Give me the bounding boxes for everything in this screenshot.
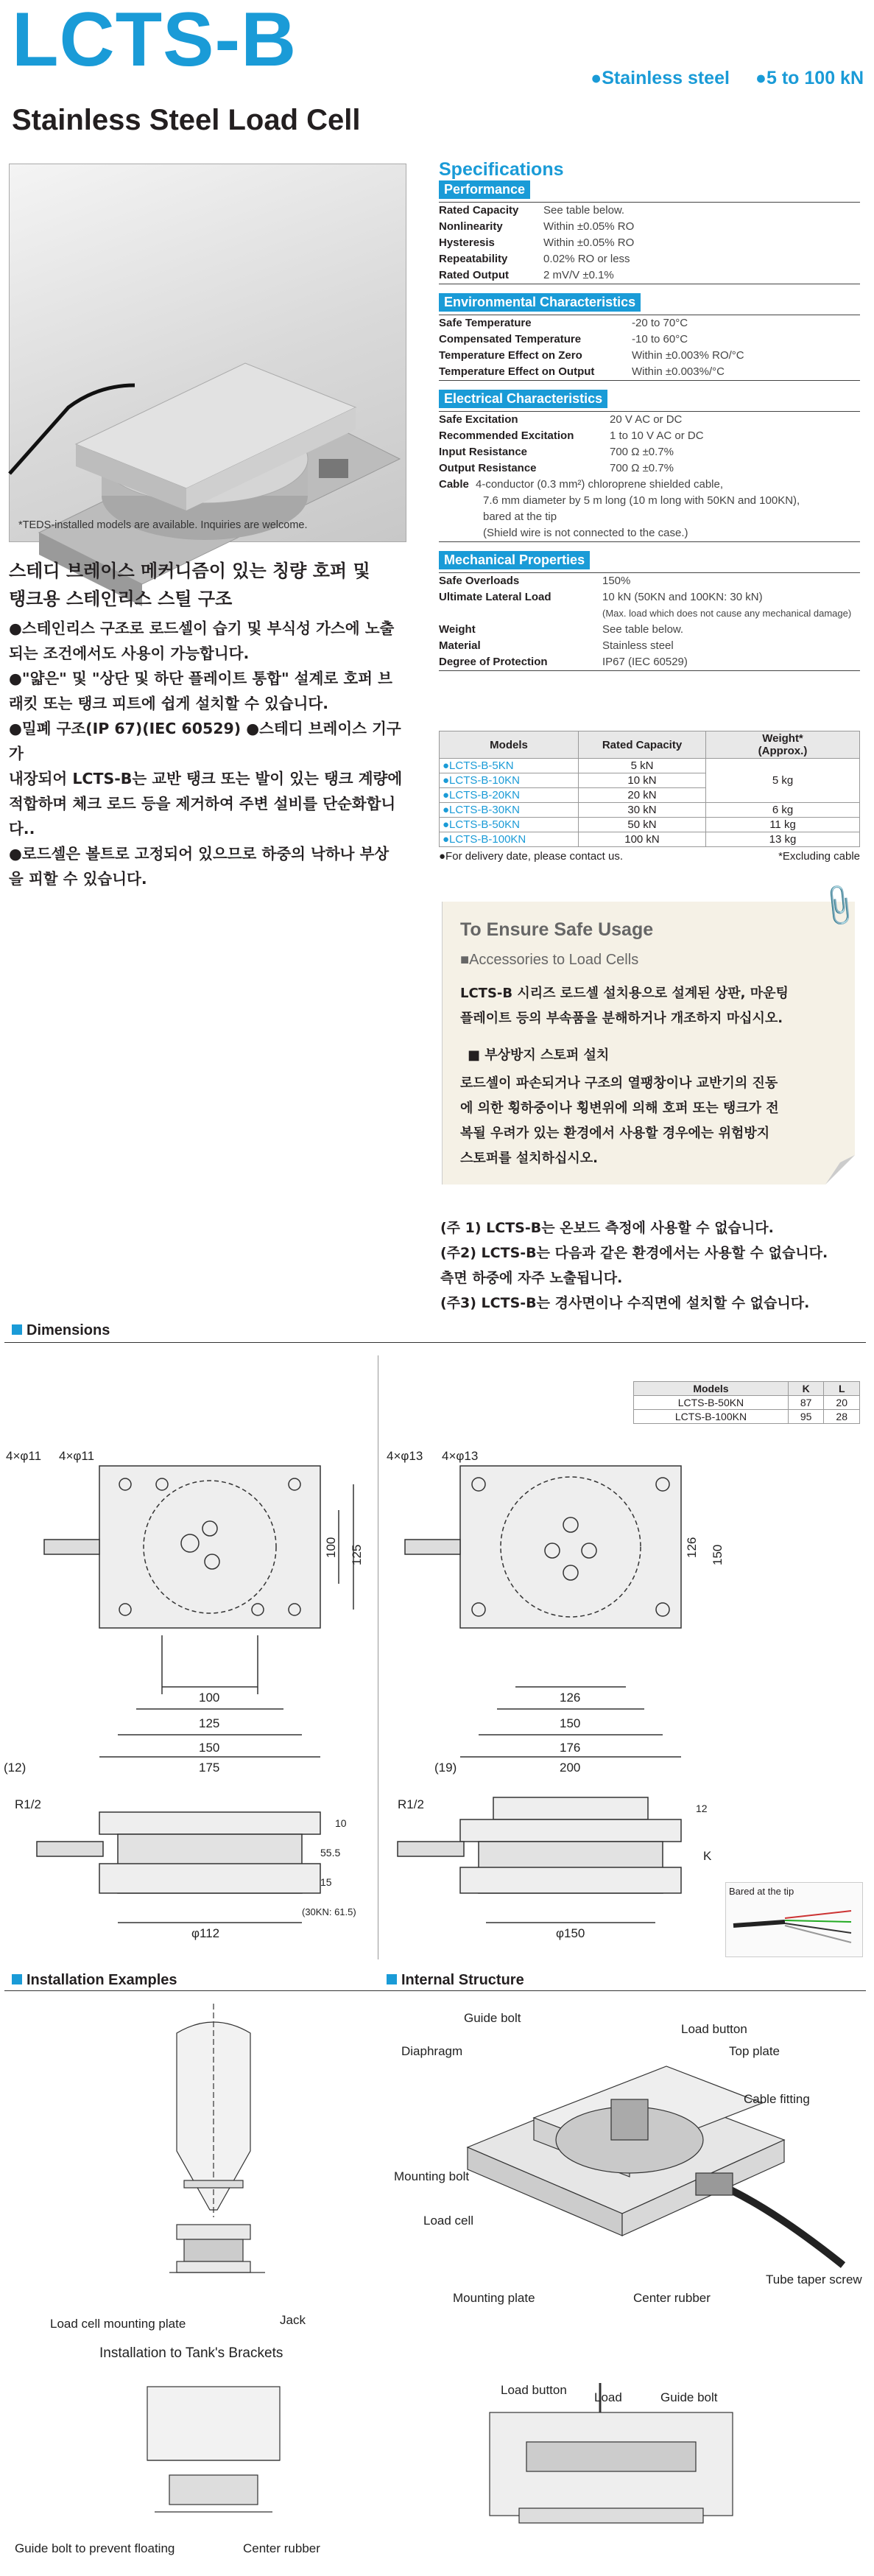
spec-value: Within ±0.003% RO/°C [632, 349, 744, 362]
cable-line: 7.6 mm diameter by 5 m long (10 m long with 50KN and 100KN), [483, 494, 800, 507]
kl-table [633, 1381, 860, 1424]
spec-key: Safe Excitation [439, 413, 518, 426]
dim-label: (30KN: 61.5) [302, 1906, 356, 1917]
table-row [440, 759, 860, 773]
accessories-heading: ■Accessories to Load Cells [460, 952, 639, 968]
part-label: Load button [681, 2022, 747, 2036]
dim-label: 150 [560, 1716, 581, 1730]
dim-label: 125 [350, 1544, 364, 1565]
dim-label: K [703, 1849, 712, 1863]
performance-table [439, 202, 860, 284]
note-2-detail: 측면 하중에 자주 노출됩니다. [440, 1270, 623, 1286]
dim-label: 100 [199, 1691, 220, 1705]
spec-row [439, 573, 860, 589]
dim-label: φ150 [556, 1926, 585, 1940]
korean-description [9, 557, 412, 891]
kr-line: 되는 조건에서도 사용이 가능합니다. [9, 645, 250, 662]
dim-label: 10 [335, 1817, 347, 1829]
part-label: Guide bolt [464, 2011, 521, 2025]
cell-capacity: 20 kN [579, 788, 706, 803]
spec-row [439, 638, 860, 654]
cell-capacity: 5 kN [579, 759, 706, 773]
spec-key: Nonlinearity [439, 220, 503, 233]
th-weight-sub: (Approx.) [758, 745, 808, 757]
part-label: Load [594, 2390, 622, 2404]
spec-value: Within ±0.003%/°C [632, 365, 725, 378]
kr-line: 래킷 또는 탱크 피트에 쉽게 설치할 수 있습니다. [9, 695, 329, 712]
stopper-text [460, 1071, 779, 1171]
note-2: (주2) LCTS-B는 다음과 같은 환경에서는 사용할 수 없습니다. [440, 1245, 828, 1261]
mechanical-heading: Mechanical Properties [439, 551, 590, 569]
cell-weight: 5 kg [706, 759, 860, 803]
spec-row [439, 622, 860, 638]
cell-capacity: 10 kN [579, 773, 706, 788]
spec-value: 700 Ω ±0.7% [610, 446, 674, 458]
part-label: Cable fitting [744, 2092, 810, 2106]
part-label: Top plate [729, 2044, 780, 2058]
spec-row [439, 235, 860, 251]
spec-key: Temperature Effect on Zero [439, 349, 582, 362]
install-rule [4, 1990, 866, 1991]
spec-key: Rated Output [439, 269, 509, 281]
spec-key: Repeatability [439, 253, 508, 265]
spec-key: Degree of Protection [439, 656, 548, 668]
teds-note: *TEDS-installed models are available. Inquiries are welcome. [18, 519, 308, 531]
dim-label: 175 [199, 1761, 220, 1775]
internal-heading: Internal Structure [387, 1972, 524, 1989]
spec-key: Input Resistance [439, 446, 528, 458]
safe-usage-title: To Ensure Safe Usage [460, 919, 654, 940]
cell-capacity: 50 kN [579, 818, 706, 832]
spec-value: (Max. load which does not cause any mechanical damage) [602, 608, 852, 619]
spec-value: 700 Ω ±0.7% [610, 462, 674, 474]
spec-row [439, 606, 860, 622]
cable-line: (Shield wire is not connected to the case.) [483, 527, 688, 539]
installation-heading: Installation Examples [12, 1972, 177, 1989]
spec-row [439, 203, 860, 219]
accessories-line: 플레이트 등의 부속품을 분해하거나 개조하지 마십시오. [460, 1011, 783, 1026]
spec-row [439, 251, 860, 267]
paperclip-icon: 📎 [814, 881, 864, 931]
kl-header [634, 1382, 860, 1396]
kr-line: ●밀폐 구조(IP 67)(IEC 60529) ●스테디 브레이스 기구가 [9, 720, 401, 762]
spec-row [439, 267, 860, 284]
dim-label: 200 [560, 1761, 581, 1775]
part-label: Load button [501, 2383, 567, 2397]
kl-cell-k: 95 [788, 1410, 824, 1424]
kl-cell-l: 20 [824, 1396, 860, 1410]
dim-label: 4×φ11 [6, 1449, 42, 1463]
kr-line: 적합하며 체크 로드 등을 제거하여 주변 설비를 단순화합니 [9, 795, 396, 813]
internal-structure-drawing [387, 2000, 865, 2567]
korean-notes [440, 1215, 828, 1316]
spec-row [439, 219, 860, 235]
spec-row [439, 654, 860, 670]
spec-key: Compensated Temperature [439, 333, 582, 345]
page-curl-icon [825, 1155, 855, 1185]
stopper-line: 로드셀이 파손되거나 구조의 열팽창이나 교반기의 진동 [460, 1075, 778, 1091]
th-models: Models [440, 731, 579, 759]
dim-label: 150 [199, 1741, 220, 1755]
cable-line: bared at the tip [483, 510, 557, 523]
spec-value: -10 to 60°C [632, 333, 688, 345]
spec-key: Rated Capacity [439, 204, 519, 217]
spec-row-cable [439, 477, 860, 541]
dim-label: 126 [560, 1691, 581, 1705]
spec-key: Weight [439, 623, 476, 636]
spec-row [439, 444, 860, 460]
spec-key: Hysteresis [439, 236, 495, 249]
spec-key: Safe Temperature [439, 317, 532, 329]
models-table [439, 731, 860, 847]
spec-key: Safe Overloads [439, 575, 520, 587]
environmental-heading: Environmental Characteristics [439, 293, 641, 312]
cell-model: ●LCTS-B-100KN [440, 832, 579, 847]
spec-row [439, 348, 860, 364]
cell-model: ●LCTS-B-10KN [440, 773, 579, 788]
spec-value: See table below. [602, 623, 684, 636]
note-3: (주3) LCTS-B는 경사면이나 수직면에 설치할 수 없습니다. [440, 1295, 810, 1311]
badge-stainless: ●Stainless steel [591, 68, 730, 88]
dim-label: (19) [434, 1761, 457, 1775]
spec-key: Output Resistance [439, 462, 537, 474]
dim-label: φ112 [191, 1926, 220, 1940]
accessories-text [460, 981, 789, 1031]
spec-row [439, 364, 860, 380]
stopper-heading: ■ 부상방지 스토퍼 설치 [468, 1047, 610, 1063]
kl-cell-model: LCTS-B-100KN [634, 1410, 789, 1424]
dimension-drawing-right [387, 1444, 725, 1945]
cell-capacity: 100 kN [579, 832, 706, 847]
cell-capacity: 30 kN [579, 803, 706, 818]
product-title: LCTS-B [12, 0, 297, 83]
spec-value: 2 mV/V ±0.1% [543, 269, 614, 281]
kr-line: ●"얇은" 및 "상단 및 하단 플레이트 통합" 설계로 호퍼 브 [9, 670, 392, 687]
spec-value: 150% [602, 575, 631, 587]
dim-label: (12) [4, 1761, 27, 1775]
spec-value: See table below. [543, 204, 625, 217]
dim-label: 55.5 [320, 1847, 341, 1859]
performance-heading: Performance [439, 180, 530, 199]
dim-label: 12 [696, 1803, 708, 1814]
dim-label: 4×φ13 [442, 1449, 479, 1463]
dimensions-rule [4, 1342, 866, 1343]
models-section [439, 731, 860, 863]
part-label: Guide bolt [660, 2390, 718, 2404]
spec-key [439, 606, 602, 622]
environmental-table [439, 315, 860, 381]
table-row [440, 832, 860, 847]
feature-badges [570, 68, 864, 89]
spec-value: Within ±0.05% RO [543, 220, 635, 233]
part-label: Mounting plate [453, 2291, 535, 2305]
product-subtitle: Stainless Steel Load Cell [12, 104, 361, 136]
kl-th-models: Models [634, 1382, 789, 1396]
spec-row [439, 589, 860, 606]
spec-row [439, 460, 860, 477]
bared-tip-box [725, 1882, 863, 1957]
specs-title: Specifications [439, 159, 564, 180]
dim-label: 150 [711, 1544, 725, 1565]
table-row [440, 803, 860, 818]
kr-line: ●스테인리스 구조로 로드셀이 습기 및 부식성 가스에 노출 [9, 620, 395, 637]
install-caption: Installation to Tank's Brackets [99, 2345, 283, 2361]
dimension-drawing-left [4, 1444, 376, 1945]
spec-value: 20 V AC or DC [610, 413, 683, 426]
spec-value: IP67 (IEC 60529) [602, 656, 688, 668]
spec-value: 0.02% RO or less [543, 253, 630, 265]
spec-value: 10 kN (50KN and 100KN: 30 kN) [602, 591, 763, 603]
part-label: Tube taper screw [766, 2273, 862, 2287]
part-label: Center rubber [633, 2291, 711, 2305]
spec-row [439, 331, 860, 348]
cell-model: ●LCTS-B-30KN [440, 803, 579, 818]
spec-key: Ultimate Lateral Load [439, 591, 551, 603]
kl-cell-model: LCTS-B-50KN [634, 1396, 789, 1410]
dim-label: 100 [324, 1537, 338, 1558]
table-row [634, 1396, 860, 1410]
table-row [440, 818, 860, 832]
safe-usage-box [442, 881, 864, 1185]
electrical-table [439, 411, 860, 542]
spec-row [439, 412, 860, 428]
kl-cell-k: 87 [788, 1396, 824, 1410]
kl-th-k: K [788, 1382, 824, 1396]
dim-label: 15 [320, 1876, 332, 1888]
cable-line: 4-conductor (0.3 mm²) chloroprene shielded cable, [476, 478, 723, 491]
table-header-row [440, 731, 860, 759]
spec-value: 1 to 10 V AC or DC [610, 429, 704, 442]
note-1: (주 1) LCTS-B는 온보드 측정에 사용할 수 없습니다. [440, 1220, 774, 1236]
cell-model: ●LCTS-B-50KN [440, 818, 579, 832]
th-weight [706, 731, 860, 759]
mechanical-table [439, 572, 860, 671]
delivery-note: ●For delivery date, please contact us. [439, 850, 624, 863]
cable-tip-icon [726, 1900, 862, 1951]
cell-weight: 6 kg [706, 803, 860, 818]
spec-value: -20 to 70°C [632, 317, 688, 329]
electrical-heading: Electrical Characteristics [439, 390, 607, 408]
kl-cell-l: 28 [824, 1410, 860, 1424]
part-label: Diaphragm [401, 2044, 463, 2058]
cell-weight: 13 kg [706, 832, 860, 847]
dim-label: R1/2 [398, 1797, 424, 1811]
accessories-line: LCTS-B 시리즈 로드셀 설치용으로 설계된 상판, 마운팅 [460, 986, 789, 1001]
load-cell-illustration [10, 164, 406, 541]
dim-label: 4×φ13 [387, 1449, 423, 1463]
spec-value: Stainless steel [602, 639, 674, 652]
dim-label: 4×φ11 [59, 1449, 95, 1463]
bared-tip-label: Bared at the tip [729, 1886, 794, 1897]
install-label: Guide bolt to prevent floating [15, 2541, 175, 2555]
dim-label: 126 [685, 1537, 699, 1558]
spec-value [476, 477, 860, 541]
spec-row [439, 315, 860, 331]
part-label: Mounting bolt [394, 2169, 470, 2183]
kr-line: ●로드셀은 볼트로 고정되어 있으므로 하중의 낙하나 부상 [9, 845, 390, 863]
dim-label: 176 [560, 1741, 581, 1755]
kr-line: 다.. [9, 820, 35, 838]
spec-key: Recommended Excitation [439, 429, 574, 442]
dim-label: 125 [199, 1716, 220, 1730]
stopper-line: 스토퍼를 설치하십시오. [460, 1151, 598, 1166]
stopper-line: 복될 우려가 있는 환경에서 사용할 경우에는 위험방지 [460, 1126, 770, 1141]
table-row [634, 1410, 860, 1424]
specifications [439, 159, 860, 671]
th-weight-label: Weight* [762, 732, 803, 745]
install-label: Jack [280, 2313, 306, 2327]
kl-th-l: L [824, 1382, 860, 1396]
kr-line: 을 피할 수 있습니다. [9, 870, 147, 888]
th-capacity: Rated Capacity [579, 731, 706, 759]
kr-line: 내장되어 LCTS-B는 교반 탱크 또는 발이 있는 탱크 계량에 [9, 770, 403, 787]
spec-key: Cable [439, 478, 469, 491]
kr-heading-1: 스테디 브레이스 메커니즘이 있는 칭량 호퍼 및 [9, 561, 370, 581]
table-notes [439, 850, 860, 863]
cell-weight: 11 kg [706, 818, 860, 832]
stopper-line: 에 의한 횡하중이나 횡변위에 의해 호퍼 또는 탱크가 전 [460, 1101, 779, 1116]
spec-value: Within ±0.05% RO [543, 236, 635, 249]
kr-heading-2: 탱크용 스테인리스 스틸 구조 [9, 589, 233, 609]
dim-label: R1/2 [15, 1797, 41, 1811]
part-label: Load cell [423, 2214, 474, 2228]
spec-key: Material [439, 639, 481, 652]
dimensions-heading: Dimensions [12, 1322, 110, 1339]
installation-drawing [15, 2004, 324, 2556]
cable-note: *Excluding cable [778, 850, 860, 863]
install-label: Center rubber [243, 2541, 320, 2555]
cell-model: ●LCTS-B-5KN [440, 759, 579, 773]
spec-key: Temperature Effect on Output [439, 365, 595, 378]
badge-capacity: ●5 to 100 kN [755, 68, 864, 88]
product-photo [9, 164, 406, 542]
spec-row [439, 428, 860, 444]
cell-model: ●LCTS-B-20KN [440, 788, 579, 803]
install-label: Load cell mounting plate [50, 2317, 186, 2331]
